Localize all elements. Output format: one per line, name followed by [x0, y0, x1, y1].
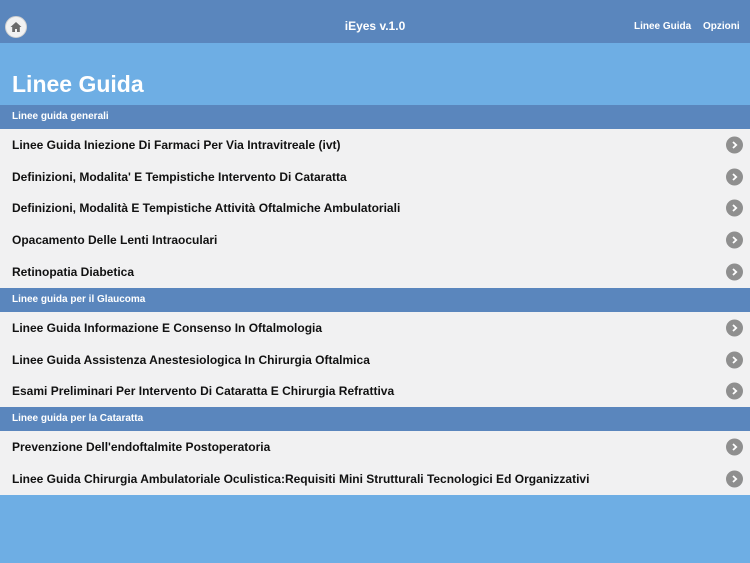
- list-item[interactable]: [0, 376, 750, 408]
- list-item[interactable]: [0, 312, 750, 344]
- chevron-right-icon: [726, 168, 743, 185]
- chevron-right-icon: [726, 200, 743, 217]
- chevron-right-icon: [726, 232, 743, 249]
- guidelines-list: [0, 105, 750, 495]
- chevron-right-icon: [726, 471, 743, 488]
- chevron-right-icon: [726, 264, 743, 281]
- section-header-generali: Linee guida generali: [0, 105, 750, 129]
- list-item[interactable]: [0, 256, 750, 288]
- list-item-label: Retinopatia Diabetica: [12, 265, 135, 280]
- list-item-label: Prevenzione Dell'endoftalmite Postoperatoria: [12, 440, 271, 455]
- chevron-right-icon: [726, 319, 743, 336]
- list-item[interactable]: [0, 431, 750, 463]
- list-item[interactable]: [0, 224, 750, 256]
- nav-link-linee-guida[interactable]: Linee Guida: [634, 21, 692, 32]
- list-item[interactable]: [0, 129, 750, 161]
- list-item[interactable]: [0, 193, 750, 225]
- chevron-right-icon: [726, 383, 743, 400]
- list-item-label: Linee Guida Informazione E Consenso In Oftalmologia: [12, 320, 323, 335]
- list-item-label: Linee Guida Assistenza Anestesiologica In Chirurgia Oftalmica: [12, 352, 370, 367]
- list-item[interactable]: [0, 161, 750, 193]
- app-title: iEyes v.1.0: [344, 19, 406, 33]
- list-item-label: Linee Guida Chirurgia Ambulatoriale Oculistica:Requisiti Mini Strutturali Tecnologici Ed Organizzativi: [12, 472, 590, 487]
- section-header-cataratta: Linee guida per la Cataratta: [0, 407, 750, 431]
- list-item-label: Opacamento Delle Lenti Intraoculari: [12, 233, 218, 248]
- page-title: Linee Guida: [12, 71, 144, 97]
- list-item-label: Esami Preliminari Per Intervento Di Cataratta E Chirurgia Refrattiva: [12, 384, 395, 399]
- chevron-right-icon: [726, 439, 743, 456]
- list-item-label: Linee Guida Iniezione Di Farmaci Per Via Intravitreale (ivt): [12, 137, 341, 152]
- list-item[interactable]: [0, 463, 750, 495]
- top-bar: [0, 0, 750, 43]
- nav-link-opzioni[interactable]: Opzioni: [703, 21, 740, 32]
- chevron-right-icon: [726, 351, 743, 368]
- chevron-right-icon: [726, 136, 743, 153]
- section-header-glaucoma: Linee guida per il Glaucoma: [0, 288, 750, 312]
- list-item-label: Definizioni, Modalita' E Tempistiche Intervento Di Cataratta: [12, 169, 347, 184]
- list-item[interactable]: [0, 344, 750, 376]
- list-item-label: Definizioni, Modalità E Tempistiche Attività Oftalmiche Ambulatoriali: [12, 201, 401, 216]
